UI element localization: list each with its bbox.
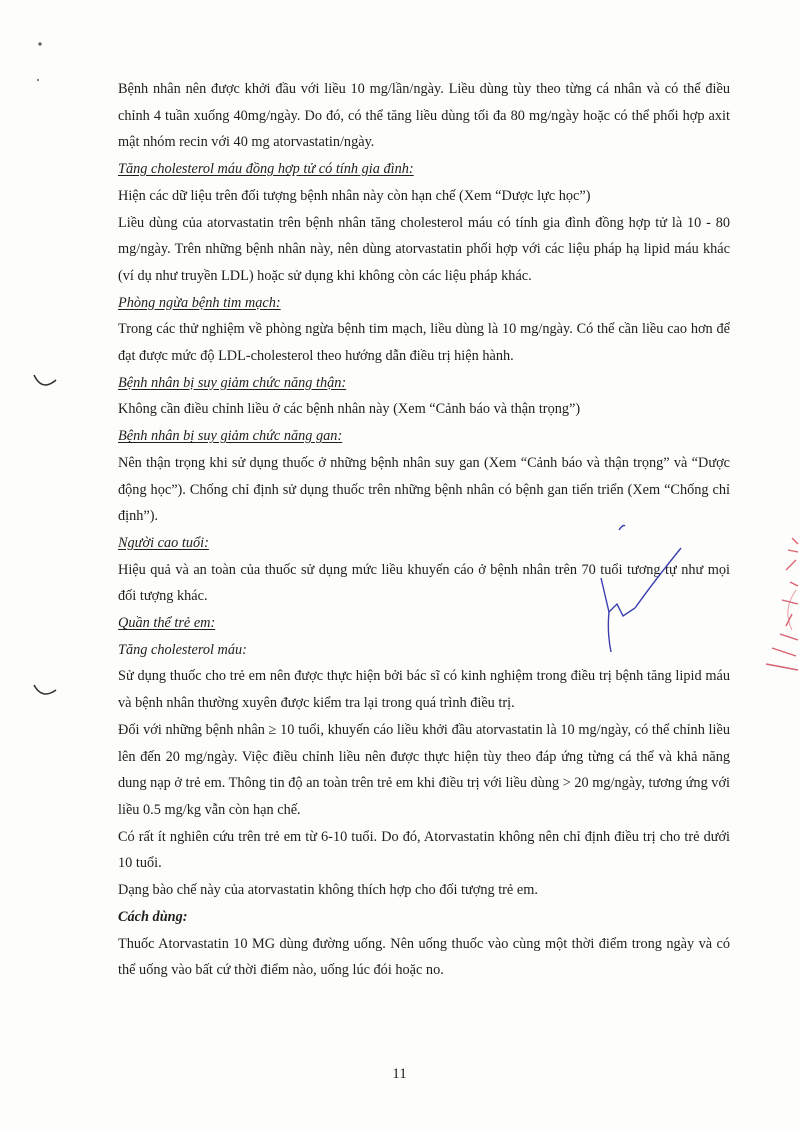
page-number: 11 [392, 1066, 407, 1082]
paragraph: Thuốc Atorvastatin 10 MG dùng đường uống. Nên uống thuốc vào cùng một thời điểm trong ngày và có thể uống vào bất cứ thời điểm nào, uống lúc đói hoặc no. [118, 935, 730, 979]
paragraph: Liều dùng của atorvastatin trên bệnh nhân tăng cholesterol máu có tính gia đình đồng hợp tử là 10 - 80 mg/ngày. Trên những bệnh nhân này, nên dùng atorvastatin phối hợp với các liệu pháp hạ lipid máu khác (ví dụ như truyền LDL) hoặc sử dụng khi không còn các liệu pháp khác. [118, 214, 730, 284]
paragraph: Hiện các dữ liệu trên đối tượng bệnh nhân này còn hạn chế (Xem “Dược lực học”) [118, 187, 591, 204]
paragraph: Dạng bào chế này của atorvastatin không thích hợp cho đối tượng trẻ em. [118, 882, 538, 899]
scan-dot [37, 79, 39, 81]
stamp-fragment-icon [762, 530, 799, 680]
paragraph: Hiệu quả và an toàn của thuốc sử dụng mức liều khuyến cáo ở bệnh nhân trên 70 tuổi tương tự như mọi đối tượng khác. [118, 561, 730, 605]
paragraph: Nên thận trọng khi sử dụng thuốc ở những bệnh nhân suy gan (Xem “Cảnh báo và thận trọng” và “Dược động học”). Chống chỉ định sử dụng thuốc trên những bệnh nhân có bệnh gan tiến triển (Xem “Chống chỉ định”). [118, 454, 730, 525]
section-heading: Người cao tuổi: [118, 534, 209, 551]
punch-hole-marks [28, 30, 58, 710]
section-heading: Tăng cholesterol máu đồng hợp tử có tính gia đình: [118, 161, 414, 178]
paragraph: Đối với những bệnh nhân ≥ 10 tuổi, khuyến cáo liều khởi đầu atorvastatin là 10 mg/ngày, có thể chỉnh liều lên đến 20 mg/ngày. Việc điều chỉnh liều nên được thực hiện tùy theo đáp ứng từng cá thể và khả năng dung nạp ở trẻ em. Thông tin độ an toàn trên trẻ em khi điều trị với liều dùng > 20 mg/ngày, tương ứng với liều 0.5 mg/kg vẫn còn hạn chế. [118, 721, 730, 818]
sub-heading: Tăng cholesterol máu: [118, 641, 247, 658]
section-heading-bold: Cách dùng: [118, 908, 188, 925]
margin-arc [34, 375, 56, 385]
section-heading: Bệnh nhân bị suy giảm chức năng gan: [118, 428, 343, 445]
paragraph: Bệnh nhân nên được khởi đầu với liều 10 mg/lần/ngày. Liều dùng tùy theo từng cá nhân và có thể điều chỉnh 4 tuần xuống 40mg/ngày. Do đó, có thể tăng liều dùng tối đa 80 mg/ngày hoặc có thể phối hợp axit mật nhóm recin với 40 mg atorvastatin/ngày. [118, 81, 730, 151]
signature-icon [595, 520, 685, 660]
paragraph: Không cần điều chỉnh liều ở các bệnh nhân này (Xem “Cảnh báo và thận trọng”) [118, 401, 581, 418]
section-heading: Quần thể trẻ em: [118, 615, 216, 632]
margin-arc [34, 685, 56, 694]
paragraph: Trong các thử nghiệm về phòng ngừa bệnh tim mạch, liều dùng là 10 mg/ngày. Có thể cần liều cao hơn để đạt được mức độ LDL-cholesterol theo hướng dẫn điều trị hiện hành. [118, 321, 730, 365]
paragraph: Sử dụng thuốc cho trẻ em nên được thực hiện bởi bác sĩ có kinh nghiệm trong điều trị bệnh tăng lipid máu và bệnh nhân thường xuyên được kiểm tra lại trong quá trình điều trị. [118, 668, 730, 712]
section-heading: Bệnh nhân bị suy giảm chức năng thận: [118, 374, 347, 391]
section-heading: Phòng ngừa bệnh tim mạch: [118, 294, 281, 311]
scan-dot [38, 42, 41, 45]
paragraph: Có rất ít nghiên cứu trên trẻ em từ 6-10 tuổi. Do đó, Atorvastatin không nên chỉ định điều trị cho trẻ dưới 10 tuổi. [118, 828, 730, 872]
